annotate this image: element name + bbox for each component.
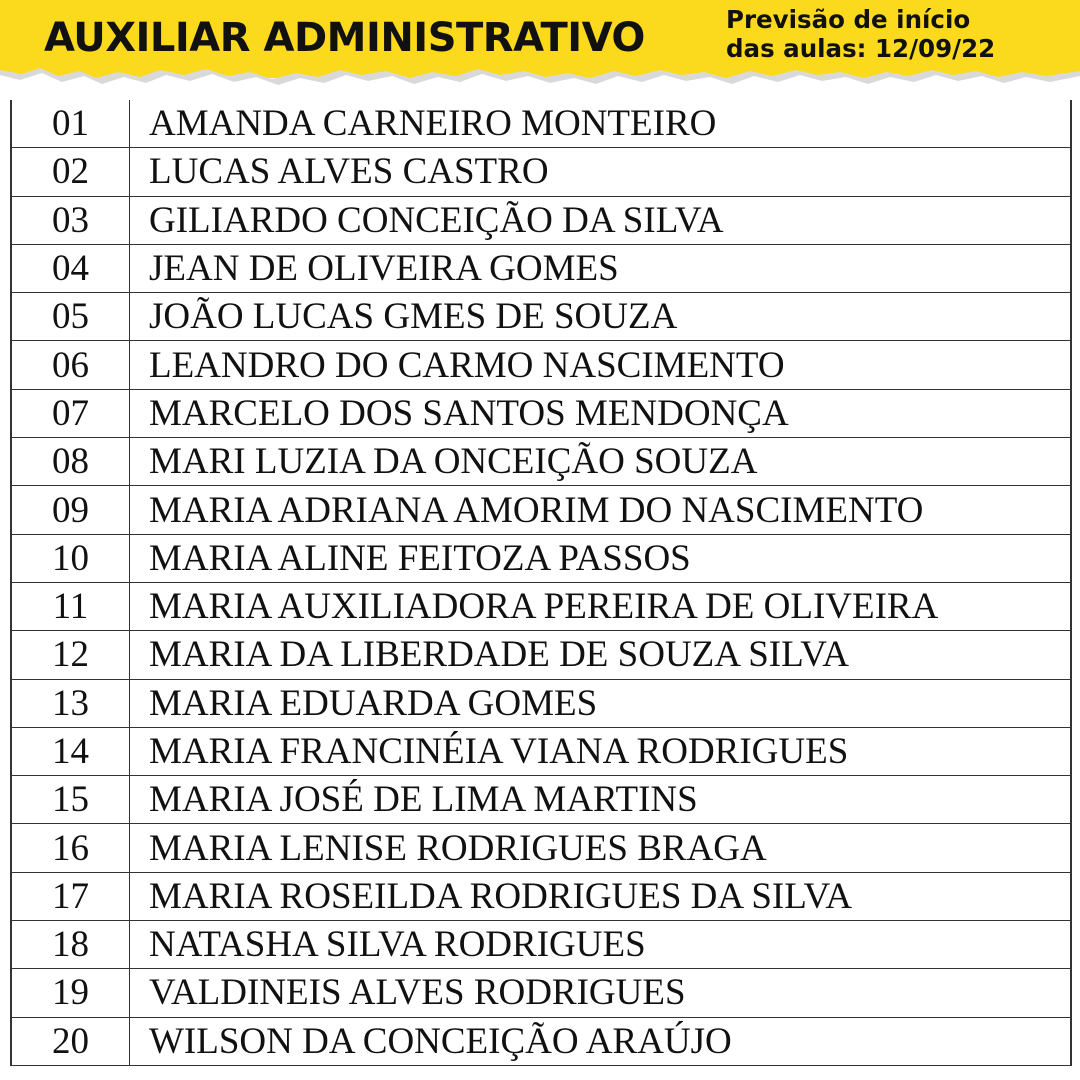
table-row: [11, 244, 1071, 292]
row-number: 16: [11, 824, 130, 872]
table-row: [11, 486, 1071, 534]
table-row: [11, 872, 1071, 920]
row-number: 15: [11, 776, 130, 824]
row-student-name: MARIA FRANCINÉIA VIANA RODRIGUES: [130, 727, 1072, 775]
table-row: [11, 196, 1071, 244]
table-row: [11, 1017, 1071, 1065]
table-row: [11, 679, 1071, 727]
torn-paper-edge: [0, 62, 1080, 102]
row-number: 04: [11, 244, 130, 292]
row-number: 05: [11, 293, 130, 341]
table-row: [11, 921, 1071, 969]
row-number: 01: [11, 100, 130, 148]
row-number: 20: [11, 1017, 130, 1065]
row-student-name: MARIA DA LIBERDADE DE SOUZA SILVA: [130, 631, 1072, 679]
row-student-name: LUCAS ALVES CASTRO: [130, 148, 1072, 196]
row-student-name: VALDINEIS ALVES RODRIGUES: [130, 969, 1072, 1017]
row-student-name: GILIARDO CONCEIÇÃO DA SILVA: [130, 196, 1072, 244]
start-date-note-line1: Previsão de início: [726, 5, 971, 34]
row-number: 12: [11, 631, 130, 679]
row-student-name: NATASHA SILVA RODRIGUES: [130, 921, 1072, 969]
table-row: [11, 631, 1071, 679]
row-student-name: MARIA JOSÉ DE LIMA MARTINS: [130, 776, 1072, 824]
row-number: 08: [11, 438, 130, 486]
row-student-name: LEANDRO DO CARMO NASCIMENTO: [130, 341, 1072, 389]
row-student-name: AMANDA CARNEIRO MONTEIRO: [130, 100, 1072, 148]
start-date-note: [726, 5, 1071, 63]
row-number: 09: [11, 486, 130, 534]
row-number: 18: [11, 921, 130, 969]
table-row: [11, 727, 1071, 775]
table-row: [11, 776, 1071, 824]
table-row: [11, 293, 1071, 341]
table-row: [11, 389, 1071, 437]
row-number: 19: [11, 969, 130, 1017]
row-student-name: MARIA ALINE FEITOZA PASSOS: [130, 534, 1072, 582]
row-number: 07: [11, 389, 130, 437]
row-student-name: JEAN DE OLIVEIRA GOMES: [130, 244, 1072, 292]
table-row: [11, 534, 1071, 582]
row-number: 06: [11, 341, 130, 389]
table-row: [11, 824, 1071, 872]
row-student-name: MARIA LENISE RODRIGUES BRAGA: [130, 824, 1072, 872]
row-student-name: MARI LUZIA DA ONCEIÇÃO SOUZA: [130, 438, 1072, 486]
row-number: 03: [11, 196, 130, 244]
table-row: [11, 148, 1071, 196]
row-student-name: WILSON DA CONCEIÇÃO ARAÚJO: [130, 1017, 1072, 1065]
row-number: 14: [11, 727, 130, 775]
row-number: 11: [11, 582, 130, 630]
table-body: [11, 100, 1071, 1065]
table-row: [11, 100, 1071, 148]
row-student-name: MARCELO DOS SANTOS MENDONÇA: [130, 389, 1072, 437]
row-student-name: MARIA AUXILIADORA PEREIRA DE OLIVEIRA: [130, 582, 1072, 630]
row-number: 17: [11, 872, 130, 920]
enrollment-list-table: [10, 100, 1072, 1066]
table-row: [11, 438, 1071, 486]
row-student-name: MARIA ADRIANA AMORIM DO NASCIMENTO: [130, 486, 1072, 534]
row-student-name: MARIA ROSEILDA RODRIGUES DA SILVA: [130, 872, 1072, 920]
row-number: 02: [11, 148, 130, 196]
row-student-name: JOÃO LUCAS GMES DE SOUZA: [130, 293, 1072, 341]
table-row: [11, 341, 1071, 389]
table-row: [11, 969, 1071, 1017]
row-number: 10: [11, 534, 130, 582]
table-row: [11, 582, 1071, 630]
row-number: 13: [11, 679, 130, 727]
start-date-note-line2: das aulas: 12/09/22: [726, 34, 996, 63]
row-student-name: MARIA EDUARDA GOMES: [130, 679, 1072, 727]
page-title: AUXILIAR ADMINISTRATIVO: [44, 15, 645, 61]
